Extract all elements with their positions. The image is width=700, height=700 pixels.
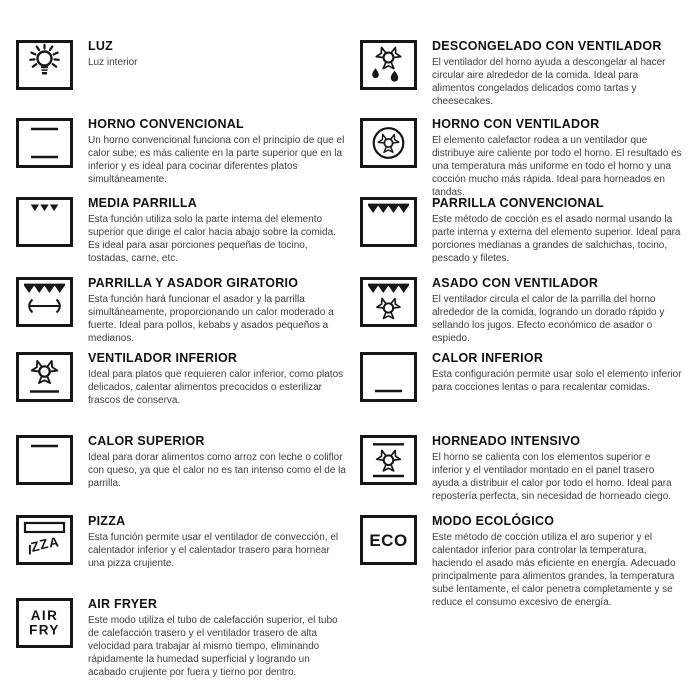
function-item-modo-ecologico <box>360 514 694 608</box>
function-title: HORNO CONVENCIONAL <box>88 117 244 131</box>
function-title: CALOR SUPERIOR <box>88 434 205 448</box>
function-description: El ventilador circula el calor de la parrilla del horno alrededor de la comida, logrando un dorado rápido y sellando los jugos. Efecto económico de asador o espiedo. <box>432 294 665 344</box>
light-bulb-icon <box>16 40 73 90</box>
function-item-luz <box>16 39 360 117</box>
bottom-heat-icon <box>360 352 417 402</box>
function-description: Esta función hará funcionar el asador y la parrilla simultáneamente, proporcionando un calor moderado a fuerte. Ideal para pollos, kebabs y asados pequeños a medianos. <box>88 294 334 344</box>
fan-bottom-heat-icon <box>16 352 73 402</box>
function-title: PARRILLA Y ASADOR GIRATORIO <box>88 276 299 290</box>
function-description: El ventilador del horno ayuda a descongelar al hacer circular aire alrededor de la comida. Ideal para alimentos congelados delicados como tartas y cheesecakes. <box>432 57 666 107</box>
eco-icon-text: ECO <box>369 531 408 550</box>
function-description: Este modo utiliza el tubo de calefacción superior, el tubo de calefacción trasero y el ventilador trasero de alta velocidad para trabajar al mismo tiempo, eliminando rápidamente la humedad superficial y logrando un acabado crujiente por fuera y tierno por dentro. <box>88 615 338 678</box>
function-description: Este método de cocción es el asado normal usando la parte interna y externa del elemento superior. Ideal para porciones medianas a grandes de salchichas, tocino, pescado y filetes. <box>432 214 681 264</box>
half-grill-icon <box>16 197 73 247</box>
function-description: Esta función permite usar el ventilador de convección, el calentador inferior y el calentador trasero para hornear una pizza crujiente. <box>88 532 339 569</box>
grill-rotisserie-icon <box>16 277 73 327</box>
fan-defrost-icon <box>360 40 417 90</box>
function-item-pizza <box>16 514 360 597</box>
pizza-icon-text: IZZA <box>28 534 60 558</box>
function-title: DESCONGELADO CON VENTILADOR <box>432 39 662 53</box>
function-title: ASADO CON VENTILADOR <box>432 276 599 290</box>
intensive-fan-icon <box>360 435 417 485</box>
function-description: Ideal para platos que requieren calor inferior, como platos delicados, calentar alimentos precocidos o esterilizar frascos de conserva. <box>88 369 344 406</box>
function-description: Esta configuración permite usar solo el elemento inferior para cocciones lentas o para recalentar comidas. <box>432 369 682 393</box>
top-bottom-heat-icon <box>16 118 73 168</box>
function-description: El horno se calienta con los elementos superior e inferior y el ventilador montado en el panel trasero ayuda a distribuir el calor por todo el horno. Ideal para repostería perfecta, sin necesidad de horneado ciego. <box>432 452 672 502</box>
function-description: Este método de cocción utiliza el aro superior y el calentador inferior para controlar la temperatura, haciendo el asado más eficiente en energía. Adecuado principalmente para alimentos grandes, la temperatura sube lentamente, el calor penetra completamente y se reduce el consumo excesivo de energía. <box>432 532 676 608</box>
full-grill-icon <box>360 197 417 247</box>
function-item-horno-ventilador <box>360 117 694 196</box>
function-title: MEDIA PARRILLA <box>88 196 198 210</box>
function-item-horno-convencional <box>16 117 360 196</box>
air-fry-icon-line2: FRY <box>29 622 60 638</box>
air-fry-icon-line1: AIR <box>30 608 59 623</box>
function-item-horneado-intensivo <box>360 434 694 514</box>
function-title: MODO ECOLÓGICO <box>432 514 555 528</box>
function-item-ventilador-inferior <box>16 351 360 434</box>
function-title: HORNEADO INTENSIVO <box>432 434 581 448</box>
pizza-icon <box>16 515 73 565</box>
function-item-parrilla-convencional <box>360 196 694 276</box>
function-description: Esta función utiliza solo la parte interna del elemento superior que dirige el calor hacia abajo sobre la comida. Es ideal para asar porciones pequeñas de tocino, tostadas, carne, etc. <box>88 214 336 264</box>
function-item-calor-superior <box>16 434 360 514</box>
top-heat-icon <box>16 435 73 485</box>
function-item-descongelado <box>360 39 694 117</box>
grill-with-fan-icon <box>360 277 417 327</box>
function-title: AIR FRYER <box>88 597 158 611</box>
function-title: PIZZA <box>88 514 126 528</box>
function-description: Luz interior <box>88 57 138 68</box>
function-description: Ideal para dorar alimentos como arroz con leche o coliflor con queso, ya que el calor no es tan intenso como el de la parrilla. <box>88 452 346 489</box>
eco-icon <box>360 515 417 565</box>
function-title: CALOR INFERIOR <box>432 351 544 365</box>
fan-in-ring-icon <box>360 118 417 168</box>
function-description: El elemento calefactor rodea a un ventilador que distribuye aire caliente por todo el horno. El resultado es una temperatura más uniforme en todo el horno y una cocción mucho más rápida. Ideal para horneados en tandas. <box>432 135 682 198</box>
function-description: Un horno convencional funciona con el principio de que el calor sube; es más caliente en la parte superior que en la inferior y es ideal para cocinar diferentes platos simultáneamente. <box>88 135 345 185</box>
function-title: HORNO CON VENTILADOR <box>432 117 600 131</box>
function-title: PARRILLA CONVENCIONAL <box>432 196 604 210</box>
function-item-media-parrilla <box>16 196 360 276</box>
air-fry-icon <box>16 598 73 648</box>
function-item-air-fryer <box>16 597 360 679</box>
function-title: VENTILADOR INFERIOR <box>88 351 238 365</box>
function-title: LUZ <box>88 39 114 53</box>
functions-grid <box>16 39 696 679</box>
function-item-calor-inferior <box>360 351 694 434</box>
function-item-parrilla-asador <box>16 276 360 351</box>
function-item-asado-ventilador <box>360 276 694 351</box>
